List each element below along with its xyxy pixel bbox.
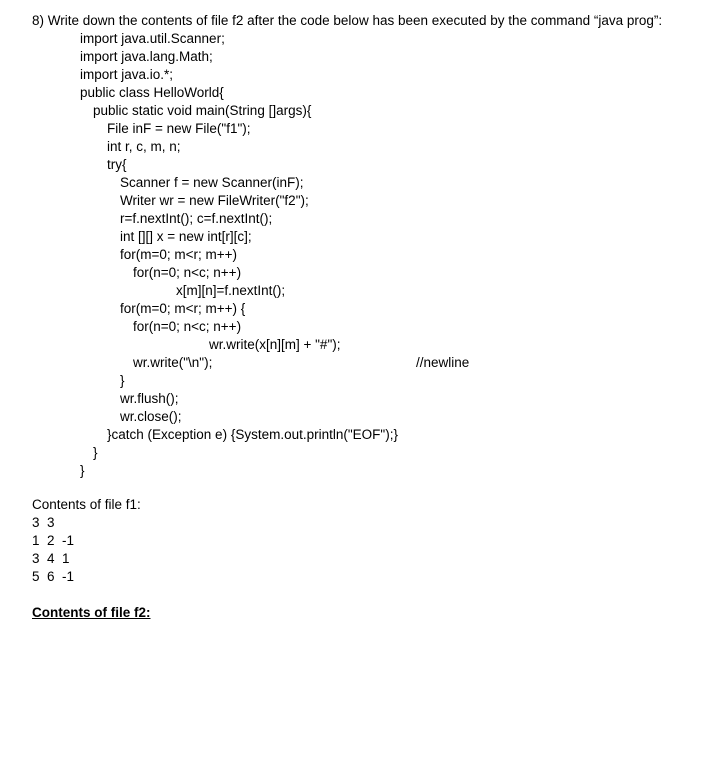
- code-line: wr.write("\n");: [133, 355, 213, 370]
- code-line: for(n=0; n<c; n++): [133, 319, 242, 334]
- code-line: import java.util.Scanner;: [80, 31, 225, 46]
- file-f2-title: Contents of file f2:: [32, 605, 151, 620]
- code-line: File inF = new File("f1");: [107, 121, 251, 136]
- code-line: int r, c, m, n;: [107, 139, 181, 154]
- code-line: wr.write(x[n][m] + "#");: [209, 337, 341, 352]
- code-line: }catch (Exception e) {System.out.println("EOF");}: [107, 427, 398, 442]
- code-line: import java.io.*;: [80, 67, 174, 82]
- code-line: wr.flush();: [120, 391, 179, 406]
- file-f1-line: 3 3: [32, 515, 55, 530]
- code-line: r=f.nextInt(); c=f.nextInt();: [120, 211, 273, 226]
- code-line: }: [120, 373, 125, 388]
- file-f1-line: 3 4 1: [32, 551, 70, 566]
- code-line: x[m][n]=f.nextInt();: [176, 283, 286, 298]
- code-line: }: [93, 445, 98, 460]
- file-f1-line: 1 2 -1: [32, 533, 75, 548]
- code-line: }: [80, 463, 85, 478]
- question-text: 8) Write down the contents of file f2 after the code below has been executed by the command “java prog”:: [32, 13, 663, 28]
- code-line: for(m=0; m<r; m++) {: [120, 301, 246, 316]
- code-line: int [][] x = new int[r][c];: [120, 229, 252, 244]
- code-line: public static void main(String []args){: [93, 103, 312, 118]
- code-line: try{: [107, 157, 127, 172]
- file-f1-line: 5 6 -1: [32, 569, 75, 584]
- file-f1-title: Contents of file f1:: [32, 497, 141, 512]
- code-line: Scanner f = new Scanner(inF);: [120, 175, 304, 190]
- code-line: import java.lang.Math;: [80, 49, 213, 64]
- code-line: public class HelloWorld{: [80, 85, 224, 100]
- code-line: Writer wr = new FileWriter("f2");: [120, 193, 309, 208]
- code-line: for(n=0; n<c; n++): [133, 265, 242, 280]
- code-line: for(m=0; m<r; m++): [120, 247, 238, 262]
- code-comment: //newline: [416, 355, 470, 370]
- code-line: wr.close();: [120, 409, 182, 424]
